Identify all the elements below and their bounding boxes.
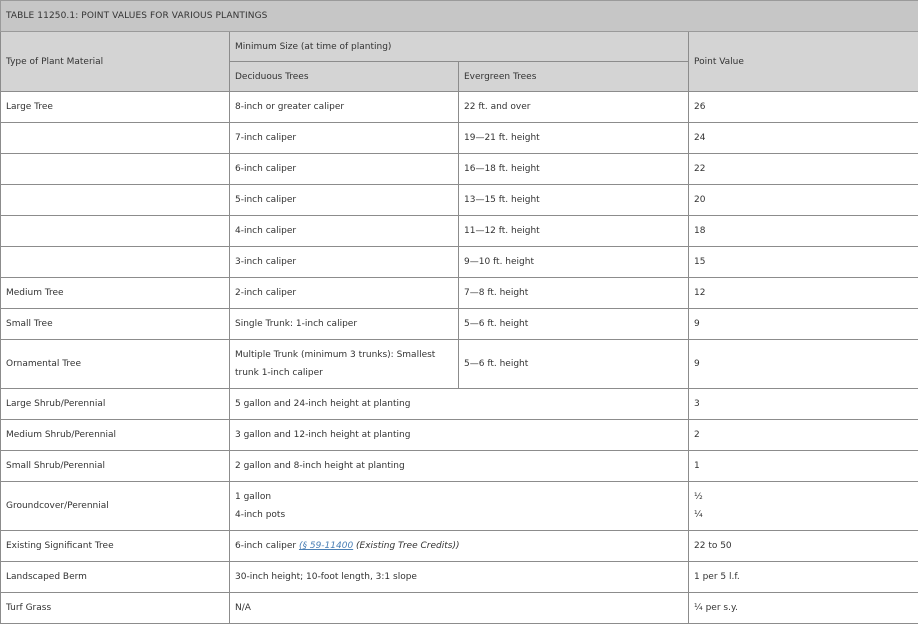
cell-deciduous: Multiple Trunk (minimum 3 trunks): Smallest trunk 1-inch caliper xyxy=(230,340,459,389)
cell-type: Turf Grass xyxy=(1,593,230,624)
cell-type: Groundcover/Perennial xyxy=(1,482,230,531)
size-text: 6-inch caliper xyxy=(235,541,299,551)
cell-points: 9 xyxy=(689,340,918,389)
table-row xyxy=(1,593,918,624)
cell-points: 9 xyxy=(689,309,918,340)
points-line: ½ xyxy=(694,492,703,502)
cell-points: 20 xyxy=(689,185,918,216)
cell-size: N/A xyxy=(230,593,689,624)
cell-type xyxy=(1,123,230,154)
cell-points: ¼ per s.y. xyxy=(689,593,918,624)
cell-evergreen: 5—6 ft. height xyxy=(459,309,689,340)
table-row xyxy=(1,420,918,451)
table-row xyxy=(1,123,918,154)
table-row xyxy=(1,185,918,216)
cell-type: Ornamental Tree xyxy=(1,340,230,389)
cell-type xyxy=(1,247,230,278)
cell-type: Medium Tree xyxy=(1,278,230,309)
cell-points: 2 xyxy=(689,420,918,451)
table-row xyxy=(1,278,918,309)
cell-size xyxy=(230,531,689,562)
table-row xyxy=(1,247,918,278)
table-row xyxy=(1,216,918,247)
cell-type xyxy=(1,185,230,216)
size-line: 1 gallon xyxy=(235,492,272,502)
cell-points: 12 xyxy=(689,278,918,309)
cell-evergreen: 9—10 ft. height xyxy=(459,247,689,278)
cell-evergreen: 11—12 ft. height xyxy=(459,216,689,247)
header-min-size: Minimum Size (at time of planting) xyxy=(230,32,689,62)
cell-deciduous: 8-inch or greater caliper xyxy=(230,92,459,123)
cell-type: Large Shrub/Perennial xyxy=(1,389,230,420)
cell-size: 3 gallon and 12-inch height at planting xyxy=(230,420,689,451)
cell-points: 15 xyxy=(689,247,918,278)
cell-evergreen: 7—8 ft. height xyxy=(459,278,689,309)
header-type: Type of Plant Material xyxy=(1,32,230,92)
cell-type: Landscaped Berm xyxy=(1,562,230,593)
size-note: (Existing Tree Credits)) xyxy=(353,541,460,551)
cell-points: 1 per 5 l.f. xyxy=(689,562,918,593)
cell-size: 5 gallon and 24-inch height at planting xyxy=(230,389,689,420)
table-row xyxy=(1,482,918,531)
cell-size: 2 gallon and 8-inch height at planting xyxy=(230,451,689,482)
cell-evergreen: 16—18 ft. height xyxy=(459,154,689,185)
header-deciduous: Deciduous Trees xyxy=(230,62,459,92)
cell-evergreen: 22 ft. and over xyxy=(459,92,689,123)
header-evergreen: Evergreen Trees xyxy=(459,62,689,92)
section-link[interactable]: (§ 59-11400 xyxy=(298,541,354,551)
table-row xyxy=(1,340,918,389)
cell-deciduous: 2-inch caliper xyxy=(230,278,459,309)
cell-type: Existing Significant Tree xyxy=(1,531,230,562)
cell-type xyxy=(1,154,230,185)
table-row xyxy=(1,531,918,562)
size-line: 4-inch pots xyxy=(235,510,286,520)
cell-type: Medium Shrub/Perennial xyxy=(1,420,230,451)
table-caption: TABLE 11250.1: POINT VALUES FOR VARIOUS PLANTINGS xyxy=(1,1,918,32)
table-row xyxy=(1,389,918,420)
cell-points: 22 to 50 xyxy=(689,531,918,562)
cell-evergreen: 13—15 ft. height xyxy=(459,185,689,216)
cell-size: 30-inch height; 10-foot length, 3:1 slope xyxy=(230,562,689,593)
cell-evergreen: 19—21 ft. height xyxy=(459,123,689,154)
cell-points: 3 xyxy=(689,389,918,420)
cell-points: 26 xyxy=(689,92,918,123)
table-row xyxy=(1,309,918,340)
cell-points: 24 xyxy=(689,123,918,154)
cell-deciduous: 4-inch caliper xyxy=(230,216,459,247)
cell-type: Large Tree xyxy=(1,92,230,123)
table-row xyxy=(1,451,918,482)
points-line: ¼ xyxy=(694,510,703,520)
table-row xyxy=(1,92,918,123)
cell-points: 1 xyxy=(689,451,918,482)
cell-deciduous: 6-inch caliper xyxy=(230,154,459,185)
cell-points: 18 xyxy=(689,216,918,247)
cell-type: Small Shrub/Perennial xyxy=(1,451,230,482)
cell-type xyxy=(1,216,230,247)
table-row xyxy=(1,562,918,593)
header-points: Point Value xyxy=(689,32,918,92)
cell-deciduous: 7-inch caliper xyxy=(230,123,459,154)
cell-deciduous: 3-inch caliper xyxy=(230,247,459,278)
cell-points: 22 xyxy=(689,154,918,185)
cell-deciduous: 5-inch caliper xyxy=(230,185,459,216)
cell-type: Small Tree xyxy=(1,309,230,340)
cell-deciduous: Single Trunk: 1-inch caliper xyxy=(230,309,459,340)
table-row xyxy=(1,154,918,185)
cell-size xyxy=(230,482,689,531)
cell-points xyxy=(689,482,918,531)
cell-evergreen: 5—6 ft. height xyxy=(459,340,689,389)
